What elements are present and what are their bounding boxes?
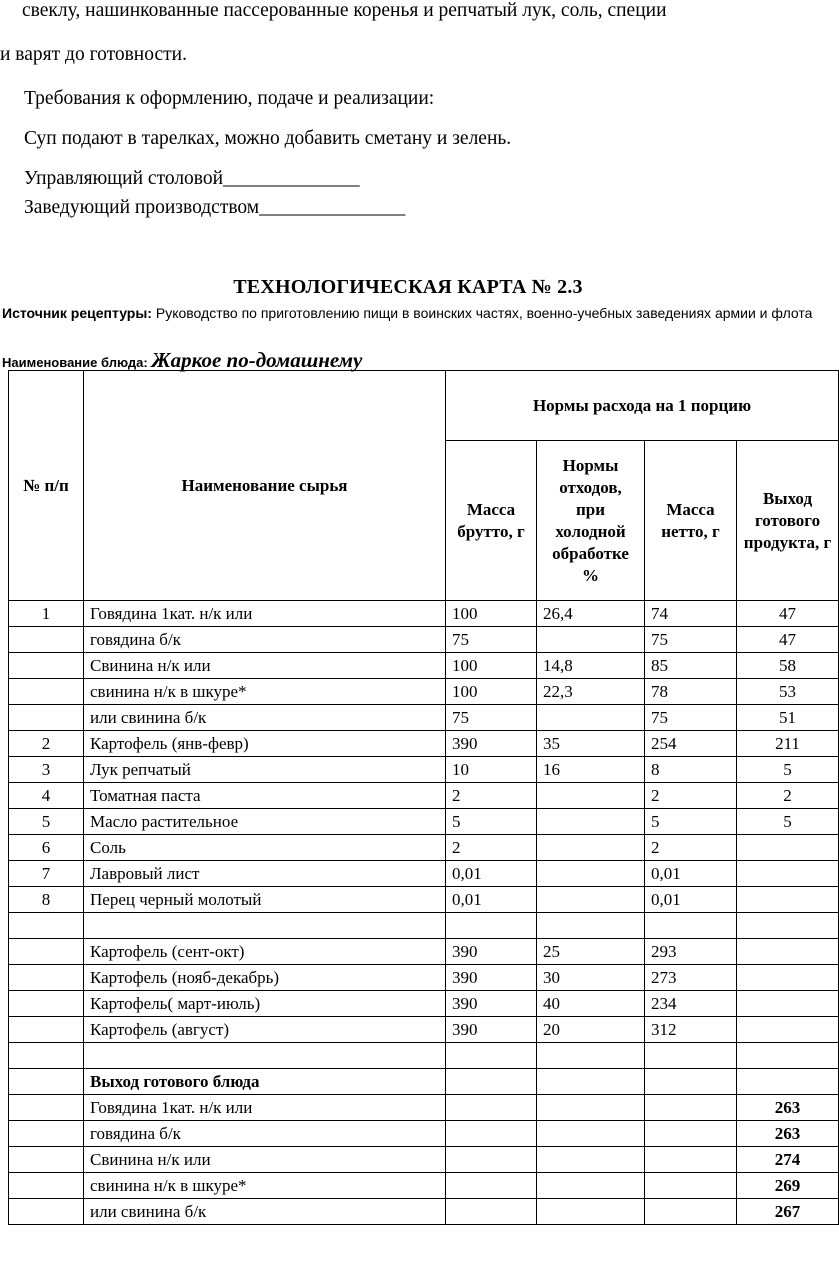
cell-yield: 269	[737, 1173, 839, 1199]
cell-waste	[537, 861, 645, 887]
table-row	[9, 991, 839, 1017]
table-row	[9, 1043, 839, 1069]
cell-waste: 22,3	[537, 679, 645, 705]
cell-netto: 234	[645, 991, 737, 1017]
cell-netto: 2	[645, 835, 737, 861]
cell-brutto	[446, 1121, 537, 1147]
cell-num	[9, 1069, 84, 1095]
cell-brutto: 390	[446, 939, 537, 965]
cell-name: говядина б/к	[84, 1121, 446, 1147]
dish-name-label: Наименование блюда:	[2, 355, 148, 370]
serving-text: Суп подают в тарелках, можно добавить сметану и зелень.	[24, 128, 512, 149]
cell-netto: 312	[645, 1017, 737, 1043]
cell-name: свинина н/к в шкуре*	[84, 679, 446, 705]
manager-signature-line: Управляющий столовой______________	[24, 168, 360, 189]
cell-netto	[645, 1147, 737, 1173]
cell-name: Масло растительное	[84, 809, 446, 835]
cell-name: Лук репчатый	[84, 757, 446, 783]
cell-netto: 2	[645, 783, 737, 809]
cell-name: Картофель (сент-окт)	[84, 939, 446, 965]
cell-num	[9, 1173, 84, 1199]
recipe-source-label: Источник рецептуры:	[2, 305, 152, 321]
cell-waste	[537, 783, 645, 809]
cell-yield	[737, 939, 839, 965]
cell-num	[9, 705, 84, 731]
header-netto: Масса нетто, г	[645, 441, 737, 601]
cell-brutto	[446, 913, 537, 939]
cell-yield	[737, 861, 839, 887]
cell-waste	[537, 809, 645, 835]
header-name: Наименование сырья	[84, 371, 446, 601]
table-row	[9, 783, 839, 809]
cell-yield	[737, 965, 839, 991]
header-brutto: Масса брутто, г	[446, 441, 537, 601]
cell-brutto: 75	[446, 705, 537, 731]
cell-yield: 5	[737, 809, 839, 835]
cell-num	[9, 1147, 84, 1173]
cell-netto	[645, 1199, 737, 1225]
cell-name: свинина н/к в шкуре*	[84, 1173, 446, 1199]
cell-waste	[537, 1121, 645, 1147]
cell-brutto: 0,01	[446, 887, 537, 913]
cell-netto	[645, 1095, 737, 1121]
cell-name: Выход готового блюда	[84, 1069, 446, 1095]
header-norms: Нормы расхода на 1 порцию	[446, 371, 839, 441]
cell-brutto	[446, 1069, 537, 1095]
cell-num	[9, 1095, 84, 1121]
cell-waste: 20	[537, 1017, 645, 1043]
cell-num	[9, 913, 84, 939]
cell-name: Лавровый лист	[84, 861, 446, 887]
cell-name: говядина б/к	[84, 627, 446, 653]
cell-yield: 211	[737, 731, 839, 757]
cell-brutto	[446, 1147, 537, 1173]
cell-netto: 74	[645, 601, 737, 627]
cell-name: или свинина б/к	[84, 705, 446, 731]
cell-brutto: 390	[446, 1017, 537, 1043]
cell-yield: 267	[737, 1199, 839, 1225]
cell-name: Картофель( март-июль)	[84, 991, 446, 1017]
table-row	[9, 835, 839, 861]
cell-num: 3	[9, 757, 84, 783]
cell-waste	[537, 1173, 645, 1199]
table-row	[9, 887, 839, 913]
cell-netto: 5	[645, 809, 737, 835]
cell-yield	[737, 1043, 839, 1069]
cell-waste	[537, 1095, 645, 1121]
cell-waste: 16	[537, 757, 645, 783]
table-row	[9, 1069, 839, 1095]
cell-waste	[537, 705, 645, 731]
cell-netto: 78	[645, 679, 737, 705]
cell-yield: 53	[737, 679, 839, 705]
table-row	[9, 1121, 839, 1147]
cell-waste	[537, 1199, 645, 1225]
cell-netto: 85	[645, 653, 737, 679]
cell-yield	[737, 1069, 839, 1095]
table-row	[9, 1147, 839, 1173]
cell-num	[9, 1017, 84, 1043]
cell-brutto: 100	[446, 653, 537, 679]
cell-brutto: 2	[446, 783, 537, 809]
cell-num	[9, 679, 84, 705]
table-row	[9, 731, 839, 757]
table-row	[9, 1173, 839, 1199]
cell-yield: 51	[737, 705, 839, 731]
cell-netto	[645, 1173, 737, 1199]
table-row	[9, 861, 839, 887]
cell-netto: 254	[645, 731, 737, 757]
cell-num	[9, 1121, 84, 1147]
intro-line-2: и варят до готовности.	[0, 44, 187, 65]
table-row	[9, 1095, 839, 1121]
cell-yield: 58	[737, 653, 839, 679]
table-row	[9, 653, 839, 679]
cell-name	[84, 913, 446, 939]
cell-brutto	[446, 1043, 537, 1069]
cell-name: Картофель (август)	[84, 1017, 446, 1043]
cell-name: Перец черный молотый	[84, 887, 446, 913]
cell-brutto: 2	[446, 835, 537, 861]
cell-name: Свинина н/к или	[84, 1147, 446, 1173]
production-head-signature-line: Заведующий производством_______________	[24, 197, 406, 218]
cell-num	[9, 627, 84, 653]
cell-netto: 0,01	[645, 887, 737, 913]
cell-netto: 293	[645, 939, 737, 965]
cell-num	[9, 1199, 84, 1225]
table-row	[9, 939, 839, 965]
table-row	[9, 679, 839, 705]
cell-num: 2	[9, 731, 84, 757]
cell-yield: 47	[737, 627, 839, 653]
intro-line-1: свеклу, нашинкованные пассерованные коренья и репчатый лук, соль, специи	[22, 0, 667, 21]
table-row	[9, 913, 839, 939]
cell-brutto: 100	[446, 601, 537, 627]
table-row	[9, 809, 839, 835]
cell-waste	[537, 1147, 645, 1173]
cell-name: Говядина 1кат. н/к или	[84, 1095, 446, 1121]
cell-num	[9, 991, 84, 1017]
technological-card-table	[8, 370, 839, 1225]
cell-yield: 274	[737, 1147, 839, 1173]
table-row	[9, 965, 839, 991]
cell-yield	[737, 835, 839, 861]
cell-brutto: 5	[446, 809, 537, 835]
cell-num	[9, 653, 84, 679]
card-title: ТЕХНОЛОГИЧЕСКАЯ КАРТА № 2.3	[233, 276, 583, 298]
cell-num: 5	[9, 809, 84, 835]
cell-netto	[645, 1043, 737, 1069]
cell-num: 7	[9, 861, 84, 887]
cell-waste: 30	[537, 965, 645, 991]
cell-waste	[537, 627, 645, 653]
cell-waste	[537, 1043, 645, 1069]
cell-brutto: 10	[446, 757, 537, 783]
cell-name: Картофель (янв-февр)	[84, 731, 446, 757]
cell-num	[9, 1043, 84, 1069]
header-yield: Выход готового продукта, г	[737, 441, 839, 601]
table-body	[9, 601, 839, 1225]
cell-waste: 25	[537, 939, 645, 965]
cell-yield: 263	[737, 1121, 839, 1147]
cell-brutto: 390	[446, 991, 537, 1017]
header-num: № п/п	[9, 371, 84, 601]
cell-netto: 75	[645, 627, 737, 653]
cell-yield	[737, 1017, 839, 1043]
dish-name: Жаркое по-домашнему	[151, 348, 363, 372]
cell-waste: 26,4	[537, 601, 645, 627]
cell-num	[9, 965, 84, 991]
cell-yield	[737, 887, 839, 913]
cell-netto: 8	[645, 757, 737, 783]
cell-brutto	[446, 1199, 537, 1225]
cell-brutto: 100	[446, 679, 537, 705]
table-row	[9, 601, 839, 627]
cell-netto: 75	[645, 705, 737, 731]
cell-brutto: 390	[446, 965, 537, 991]
cell-num	[9, 939, 84, 965]
cell-yield: 47	[737, 601, 839, 627]
cell-yield: 5	[737, 757, 839, 783]
cell-name: Соль	[84, 835, 446, 861]
cell-brutto	[446, 1095, 537, 1121]
table-row	[9, 627, 839, 653]
table-row	[9, 1017, 839, 1043]
cell-waste	[537, 835, 645, 861]
table-row	[9, 757, 839, 783]
cell-waste	[537, 913, 645, 939]
cell-brutto: 390	[446, 731, 537, 757]
cell-waste: 14,8	[537, 653, 645, 679]
cell-waste	[537, 887, 645, 913]
cell-num: 8	[9, 887, 84, 913]
cell-yield	[737, 913, 839, 939]
cell-num: 6	[9, 835, 84, 861]
cell-name: или свинина б/к	[84, 1199, 446, 1225]
cell-netto: 0,01	[645, 861, 737, 887]
cell-num: 1	[9, 601, 84, 627]
cell-yield: 263	[737, 1095, 839, 1121]
cell-name: Томатная паста	[84, 783, 446, 809]
cell-name: Свинина н/к или	[84, 653, 446, 679]
recipe-source	[2, 302, 814, 324]
cell-name: Говядина 1кат. н/к или	[84, 601, 446, 627]
cell-brutto: 0,01	[446, 861, 537, 887]
cell-waste: 40	[537, 991, 645, 1017]
recipe-source-text: Руководство по приготовлению пищи в воинских частях, военно-учебных заведениях армии и флота	[155, 305, 813, 321]
cell-name	[84, 1043, 446, 1069]
table-row	[9, 705, 839, 731]
cell-netto	[645, 1121, 737, 1147]
cell-netto	[645, 913, 737, 939]
cell-netto: 273	[645, 965, 737, 991]
cell-yield	[737, 991, 839, 1017]
header-waste: Нормы отходов, при холодной обработке %	[537, 441, 645, 601]
cell-num: 4	[9, 783, 84, 809]
cell-netto	[645, 1069, 737, 1095]
table-row	[9, 1199, 839, 1225]
cell-brutto: 75	[446, 627, 537, 653]
cell-waste	[537, 1069, 645, 1095]
requirements-heading: Требования к оформлению, подаче и реализации:	[24, 88, 435, 109]
cell-waste: 35	[537, 731, 645, 757]
cell-name: Картофель (нояб-декабрь)	[84, 965, 446, 991]
cell-yield: 2	[737, 783, 839, 809]
cell-brutto	[446, 1173, 537, 1199]
